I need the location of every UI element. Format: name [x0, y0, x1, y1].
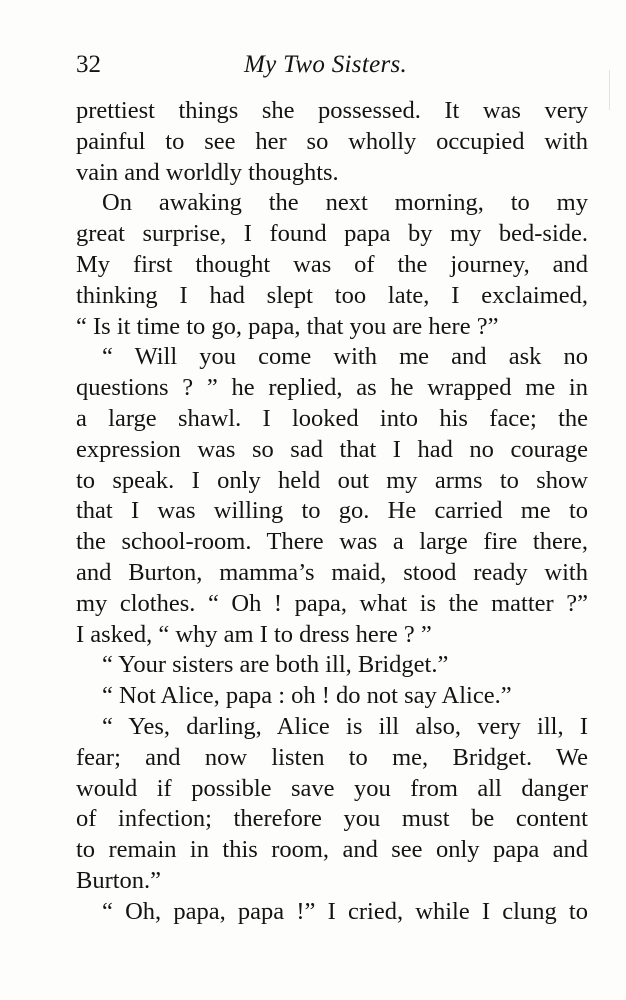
body-text — [76, 96, 588, 928]
text-line: questions ? ” he replied, as he wrapped me in — [76, 374, 588, 402]
text-line: and Burton, mamma’s maid, stood ready with — [76, 558, 588, 586]
text-line: “ Will you come with me and ask no — [102, 343, 588, 371]
text-line: “ Not Alice, papa : oh ! do not say Alice.” — [102, 682, 512, 710]
text-line: “ Yes, darling, Alice is ill also, very ill, I — [102, 712, 588, 740]
text-line: a large shawl. I looked into his face; the — [76, 404, 588, 432]
text-line: On awaking the next morning, to my — [102, 189, 588, 217]
text-line: to remain in this room, and see only papa and — [76, 836, 588, 864]
text-line: great surprise, I found papa by my bed-side. — [76, 220, 588, 248]
text-line: the school-room. There was a large fire there, — [76, 528, 588, 556]
running-title: My Two Sisters. — [244, 51, 408, 78]
text-line: “ Is it time to go, papa, that you are here ?” — [76, 312, 499, 340]
text-line: of infection; therefore you must be content — [76, 805, 588, 833]
page-number: 32 — [76, 51, 101, 78]
text-line: My first thought was of the journey, and — [76, 250, 588, 278]
text-line: my clothes. “ Oh ! papa, what is the matter ?” — [76, 589, 588, 617]
page-edge-mark — [609, 70, 610, 110]
text-line: “ Your sisters are both ill, Bridget.” — [102, 651, 449, 679]
text-line: expression was so sad that I had no courage — [76, 435, 588, 463]
text-line: prettiest things she possessed. It was very — [76, 97, 588, 124]
text-line: “ Oh, papa, papa !” I cried, while I clung to — [102, 897, 588, 925]
page-header — [76, 50, 588, 80]
text-line: would if possible save you from all danger — [76, 774, 588, 802]
text-line: to speak. I only held out my arms to show — [76, 466, 588, 494]
text-line: thinking I had slept too late, I exclaimed, — [76, 281, 588, 309]
text-line: painful to see her so wholly occupied with — [76, 127, 588, 155]
text-line: fear; and now listen to me, Bridget. We — [76, 743, 588, 771]
text-line: vain and worldly thoughts. — [76, 158, 339, 186]
text-line: that I was willing to go. He carried me to — [76, 497, 588, 525]
text-line: Burton.” — [76, 866, 162, 894]
text-line: I asked, “ why am I to dress here ? ” — [76, 620, 432, 648]
